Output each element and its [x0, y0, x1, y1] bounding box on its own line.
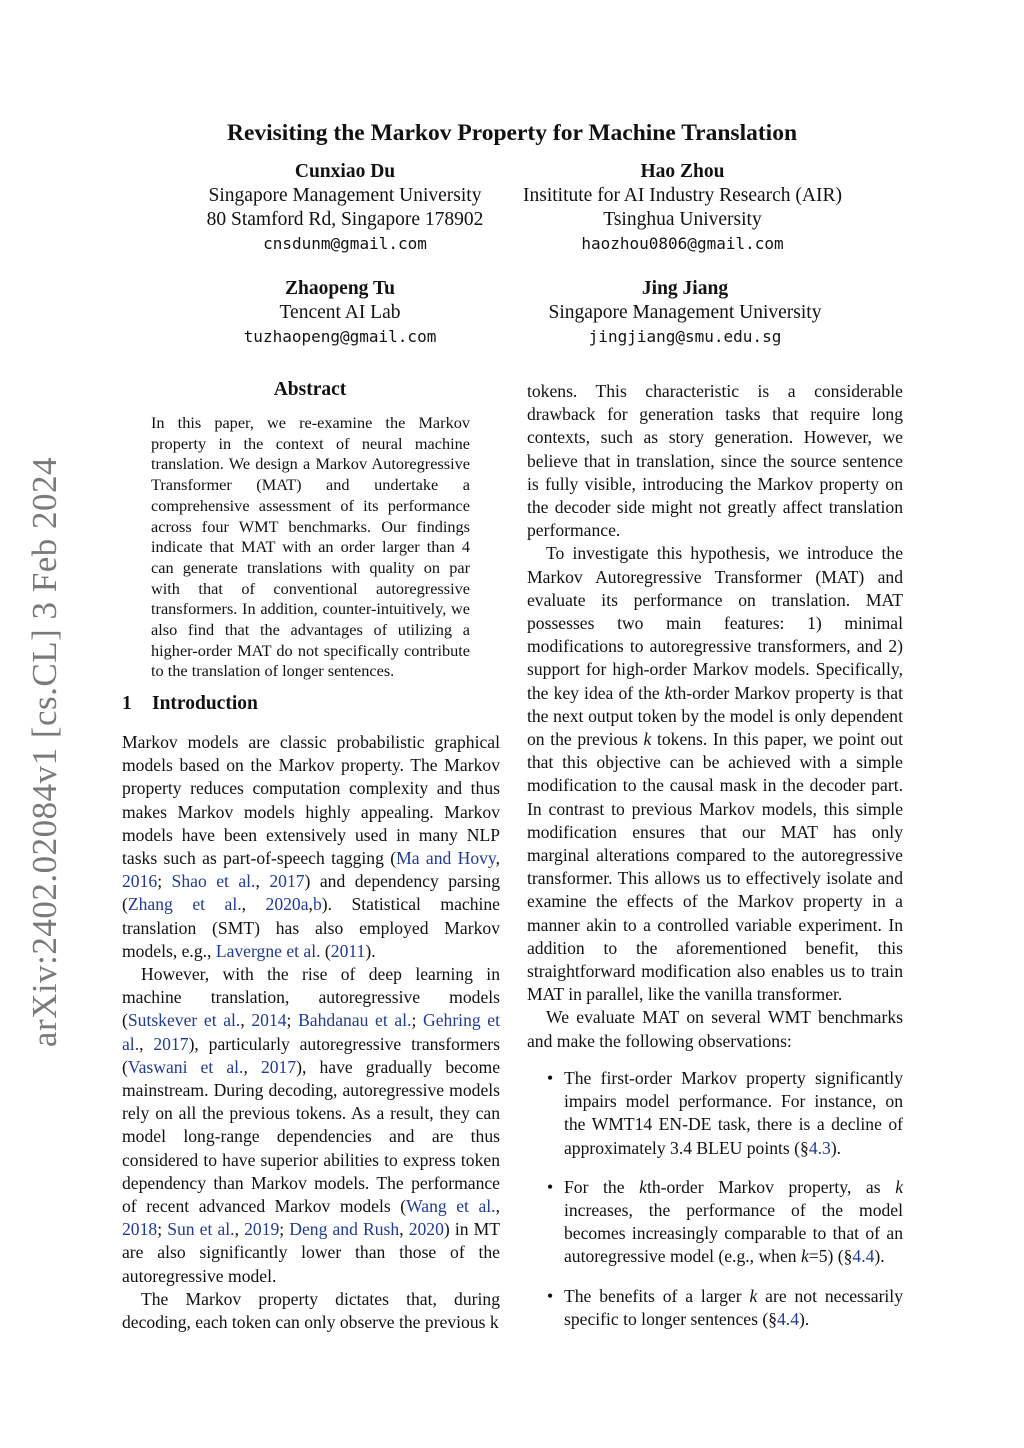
section-number: 1	[122, 693, 132, 714]
arxiv-identifier-stamp: arXiv:2402.02084v1 [cs.CL] 3 Feb 2024	[25, 456, 64, 1048]
citation-link[interactable]: 2017	[153, 1033, 189, 1054]
author-email[interactable]: cnsdunm@gmail.com	[263, 234, 427, 253]
citation-link[interactable]: 2017	[260, 1056, 297, 1077]
list-item: • For the kth-order Markov property, as k increases, the performance of the model becomes increasingly comparable to that of an autoregressive model (e.g., when k=5) (§4.4).	[547, 1176, 903, 1267]
citation-link[interactable]: 2016	[122, 871, 158, 892]
list-item: • The first-order Markov property significantly impairs model performance. For instance, on the WMT14 EN-DE task, there is a decline of approximately 3.4 BLEU points (§4.3).	[547, 1067, 903, 1158]
section-reference-link[interactable]: 4.4	[852, 1246, 875, 1267]
math-variable: k	[800, 1246, 809, 1267]
citation-link[interactable]: Lavergne et al.	[215, 940, 321, 961]
author-email[interactable]: jingjiang@smu.edu.sg	[588, 327, 782, 346]
citation-link[interactable]: Deng and Rush	[289, 1219, 400, 1240]
paragraph: Markov models are classic probabilistic graphical models based on the Markov property. The Markov property reduces computation complexity and thus makes Markov models highly appealing. Markov models have been extensively used in many NLP tasks such as part-of-speech tagging (Ma and Hovy, 2016; Shao et al., 2017) and dependency parsing (Zhang et al., 2020a,b). Statistical machine translation (SMT) has also employed Markov models, e.g., Lavergne et al. (2011).	[122, 732, 500, 961]
paragraph: However, with the rise of deep learning in machine translation, autoregressive models (Sutskever et al., 2014; Bahdanau et al.; Gehring et al., 2017), particularly autoregressive transformers (Vaswani et al., 2017), have gradually become mainstream. During decoding, autoregressive models rely on all the previous tokens. As a result, they can model long-range dependencies and are thus considered to have superior abilities to express token dependency than Markov models. The performance of recent advanced Markov models (Wang et al., 2018; Sun et al., 2019; Deng and Rush, 2020) in MT are also significantly lower than those of the autoregressive model.	[122, 964, 501, 1286]
citation-link[interactable]: 2020	[408, 1219, 444, 1240]
section-reference-link[interactable]: 4.3	[808, 1137, 831, 1158]
bullet-icon: •	[547, 1285, 554, 1306]
section-reference-link[interactable]: 4.4	[777, 1308, 799, 1329]
abstract-heading: Abstract	[273, 379, 347, 400]
math-variable: k	[643, 729, 652, 750]
citation-link[interactable]: 2014	[251, 1010, 287, 1031]
bullet-icon: •	[547, 1176, 554, 1197]
citation-link[interactable]: 2019	[244, 1219, 280, 1240]
author-name: Cunxiao Du	[294, 161, 396, 182]
citation-link[interactable]: b	[312, 894, 322, 915]
abstract-text: In this paper, we re-examine the Markov property in the context of neural machine translation. We design a Markov Autoregressive Transformer (MAT) and undertake a comprehensive assessment of its performance across four WMT benchmarks. Our findings indicate that MAT with an order larger than 4 can generate translations with quality on par with that of conventional autoregressive transformers. In addition, counter-intuitively, we also find that the advantages of utilizing a higher-order MAT do not specifically contribute to the translation of longer sentences.	[151, 413, 470, 681]
section-title: Introduction	[152, 693, 258, 714]
author-block	[520, 277, 850, 349]
author-affiliation: Singapore Management University	[208, 185, 482, 206]
citation-link[interactable]: 2018	[122, 1219, 158, 1240]
citation-link[interactable]: 2020a	[265, 894, 309, 915]
author-block	[185, 160, 505, 256]
paragraph: The Markov property dictates that, during decoding, each token can only observe the previous k	[122, 1288, 500, 1333]
citation-link[interactable]: Gehring et al.	[122, 1010, 500, 1054]
author-email[interactable]: tuzhaopeng@gmail.com	[243, 327, 437, 346]
math-variable: k	[749, 1285, 758, 1306]
paragraph: We evaluate MAT on several WMT benchmarks and make the following observations:	[527, 1007, 903, 1051]
math-variable: k	[639, 1176, 647, 1197]
citation-link[interactable]: Shao et al.	[171, 871, 256, 892]
citation-link[interactable]: 2017	[269, 871, 305, 892]
citation-link[interactable]: 2011	[330, 940, 366, 961]
citation-link[interactable]: Sutskever et al.	[127, 1010, 241, 1031]
author-name: Hao Zhou	[640, 161, 725, 182]
citation-link[interactable]: Wang et al.	[406, 1196, 496, 1217]
author-block	[500, 160, 865, 256]
author-affiliation-secondary: Tsinghua University	[603, 209, 762, 230]
list-item: • The benefits of a larger k are not necessarily specific to longer sentences (§4.4).	[547, 1285, 903, 1329]
author-address: 80 Stamford Rd, Singapore 178902	[206, 209, 484, 230]
citation-link[interactable]: Zhang et al.	[127, 894, 242, 915]
math-variable: k	[664, 682, 673, 703]
author-name: Zhaopeng Tu	[284, 278, 396, 299]
paragraph: To investigate this hypothesis, we introduce the Markov Autoregressive Transformer (MAT) and evaluate its performance on translation. MAT possesses two main features: 1) minimal modifications to autoregressive transformers, and 2) support for high-order Markov models. Specifically, the key idea of the kth-order Markov property is that the next output token by the model is only dependent on the previous k tokens. In this paper, we point out that this objective can be achieved with a simple modification to the causal mask in the decoder part. In contrast to previous Markov models, this simple modification ensures that our MAT has only marginal alterations compared to the autoregressive transformer. This allows us to effectively isolate and examine the effects of the Markov property in a manner akin to a controlled variable experiment. In addition to the aforementioned benefit, this straightforward modification also enables us to train MAT in parallel, like the vanilla transformer.	[527, 543, 903, 1005]
citation-link[interactable]: Vaswani et al.	[127, 1056, 244, 1077]
bullet-icon: •	[547, 1067, 554, 1088]
citation-link[interactable]: Sun et al.	[167, 1219, 235, 1240]
left-column	[122, 731, 500, 1334]
right-column	[527, 380, 903, 1347]
paragraph: tokens. This characteristic is a considerable drawback for generation tasks that require long contexts, such as story generation. However, we believe that in translation, since the source sentence is fully visible, introducing the Markov property on the decoder side might not greatly affect translation performance.	[527, 381, 903, 541]
citation-link[interactable]: Ma and Hovy	[396, 848, 496, 869]
citation-link[interactable]: Bahdanau et al.	[298, 1010, 412, 1031]
author-name: Jing Jiang	[641, 278, 729, 299]
paper-title: Revisiting the Markov Property for Machine Translation	[226, 120, 798, 146]
author-affiliation: Singapore Management University	[548, 302, 822, 323]
author-block	[225, 277, 455, 349]
author-affiliation: Tencent AI Lab	[279, 302, 401, 323]
author-affiliation: Insititute for AI Industry Research (AIR)	[523, 185, 842, 206]
math-variable: k	[895, 1176, 903, 1197]
section-heading	[122, 692, 500, 716]
author-email[interactable]: haozhou0806@gmail.com	[581, 234, 784, 253]
observations-list	[527, 1067, 903, 1331]
